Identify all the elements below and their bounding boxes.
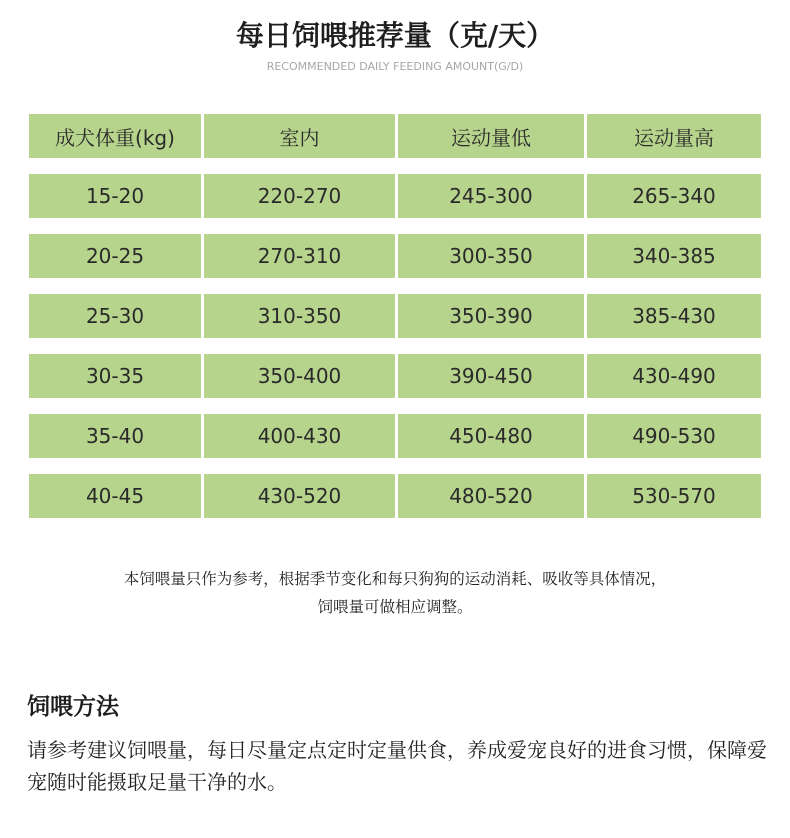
high-activity-cell: 490-530 <box>587 414 761 458</box>
weight-cell: 20-25 <box>29 234 201 278</box>
weight-cell: 30-35 <box>29 354 201 398</box>
feeding-note <box>0 565 790 621</box>
low-activity-cell: 480-520 <box>398 474 584 518</box>
low-activity-cell: 450-480 <box>398 414 584 458</box>
weight-cell: 35-40 <box>29 414 201 458</box>
high-activity-cell: 430-490 <box>587 354 761 398</box>
header-indoor: 室内 <box>204 114 395 158</box>
high-activity-cell: 265-340 <box>587 174 761 218</box>
table-header-row <box>29 114 761 158</box>
weight-cell: 25-30 <box>29 294 201 338</box>
indoor-cell: 310-350 <box>204 294 395 338</box>
table-row <box>29 354 761 398</box>
table-row <box>29 294 761 338</box>
page-subtitle: RECOMMENDED DAILY FEEDING AMOUNT(G/D) <box>266 60 524 73</box>
high-activity-cell: 530-570 <box>587 474 761 518</box>
table-row <box>29 234 761 278</box>
low-activity-cell: 245-300 <box>398 174 584 218</box>
indoor-cell: 430-520 <box>204 474 395 518</box>
high-activity-cell: 340-385 <box>587 234 761 278</box>
feeding-method-title: 饲喂方法 <box>27 694 119 720</box>
indoor-cell: 270-310 <box>204 234 395 278</box>
high-activity-cell: 385-430 <box>587 294 761 338</box>
indoor-cell: 220-270 <box>204 174 395 218</box>
note-line-2: 饲喂量可做相应调整。 <box>317 598 473 616</box>
table-row <box>29 174 761 218</box>
indoor-cell: 350-400 <box>204 354 395 398</box>
low-activity-cell: 300-350 <box>398 234 584 278</box>
table-row <box>29 414 761 458</box>
page-title: 每日饲喂推荐量（克/天） <box>235 19 555 52</box>
feeding-table <box>29 114 761 534</box>
indoor-cell: 400-430 <box>204 414 395 458</box>
low-activity-cell: 350-390 <box>398 294 584 338</box>
note-line-1: 本饲喂量只作为参考，根据季节变化和每只狗狗的运动消耗、吸收等具体情况， <box>123 570 667 588</box>
table-row <box>29 474 761 518</box>
weight-cell: 15-20 <box>29 174 201 218</box>
header-low-activity: 运动量低 <box>398 114 584 158</box>
header-weight: 成犬体重(kg) <box>29 114 201 158</box>
feeding-method-body: 请参考建议饲喂量，每日尽量定点定时定量供食，养成爱宠良好的进食习惯，保障爱宠随时能摄取足量干净的水。 <box>27 738 767 794</box>
header-high-activity: 运动量高 <box>587 114 761 158</box>
low-activity-cell: 390-450 <box>398 354 584 398</box>
weight-cell: 40-45 <box>29 474 201 518</box>
